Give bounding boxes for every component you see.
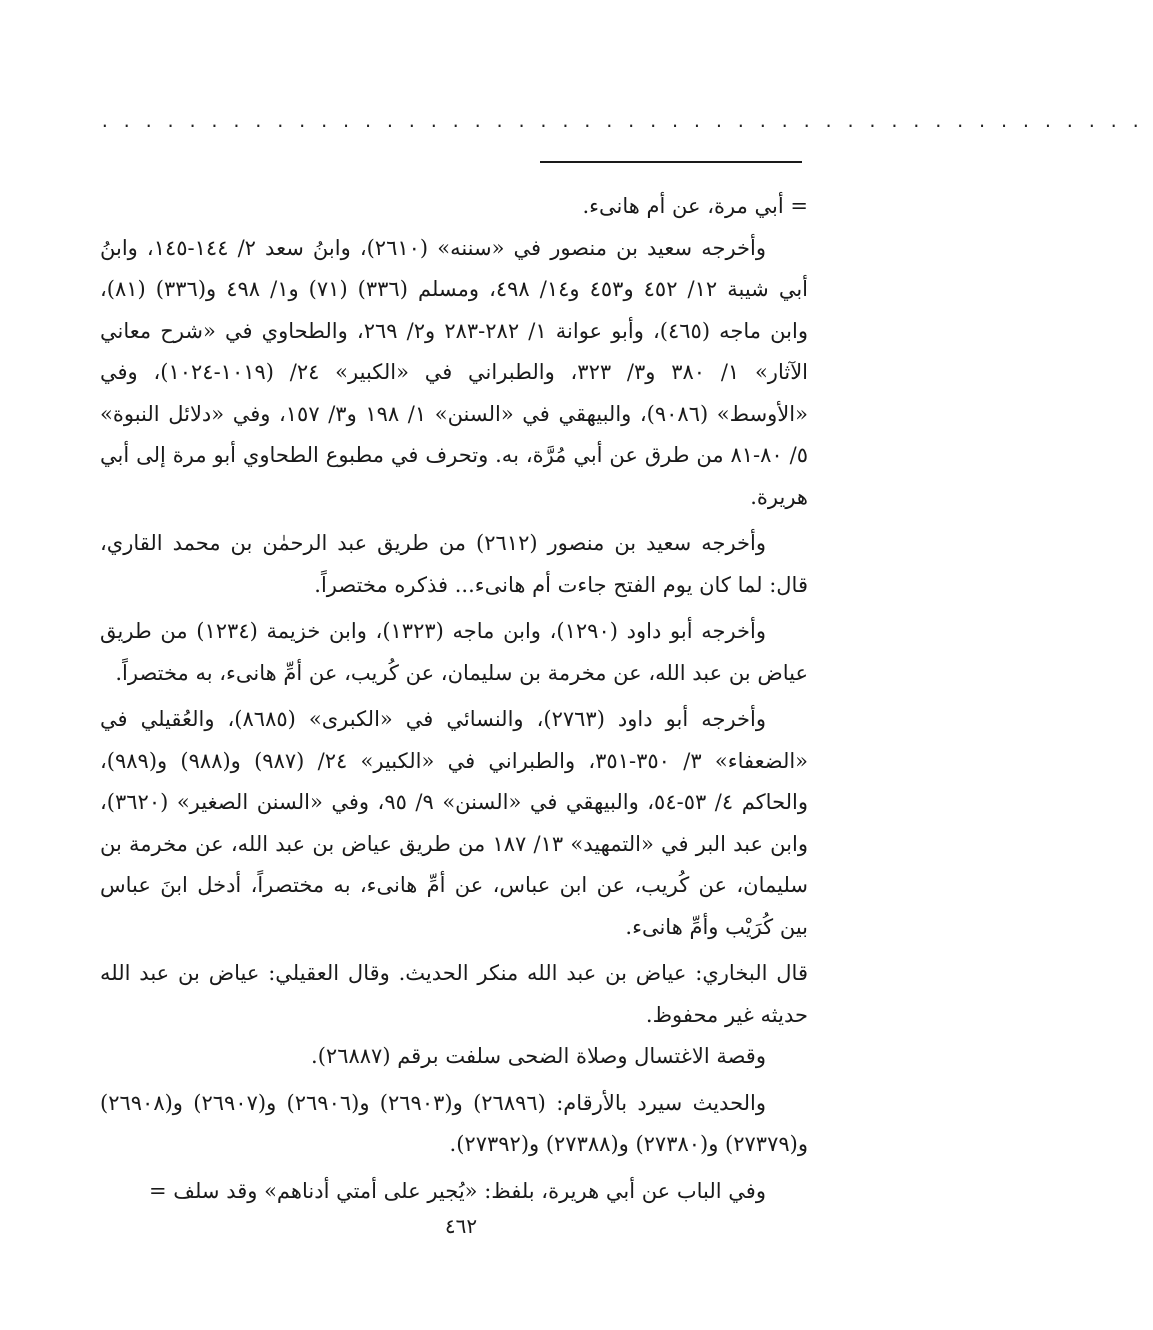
paragraph-ghusl-note: وقصة الاغتسال وصلاة الضحى سلفت برقم (٢٦٨٨٧). — [311, 1044, 766, 1068]
paragraph-takhrij-main: وأخرجه سعيد بن منصور في «سننه» (٢٦١٠)، وابنُ سعد ٢/ ١٤٤-١٤٥، وابنُ أبي شيبة ١٢/ ٤٥٢ و٤٥٣ و١٤/ ٤٩٨، ومسلم (٣٣٦) (٧١) و١/ ٤٩٨ و(٣٣٦) (٨١)، وابن ماجه (٤٦٥)، وأبو عوانة ١/ ٢٨٢-٢٨٣ و٢/ ٢٦٩، والطحاوي في «شرح معاني الآثار» ١/ ٣٨٠ و٣/ ٣٢٣، والطبراني في «الكبير» ٢٤/ (١٠١٩-١٠٢٤)، وفي «الأوسط» (٩٠٨٦)، والبيهقي في «السنن» ١/ ١٩٨ و٣/ ١٥٧، وفي «دلائل النبوة» ٥/ ٨٠-٨١ من طرق عن أبي مُرَّة، به. وتحرف في مطبوع الطحاوي أبو مرة إلى أبي هريرة. — [100, 235, 808, 509]
separator-dots: ................................................ — [100, 112, 1153, 131]
paragraph-takhrij-qari: وأخرجه سعيد بن منصور (٢٦١٢) من طريق عبد الرحمٰن بن محمد القاري، قال: لما كان يوم الفتح جاءت أم هانىء... فذكره مختصراً. — [100, 531, 808, 597]
footnote-rule — [540, 161, 802, 163]
paragraph-takhrij-abu-dawud-2: وأخرجه أبو داود (٢٧٦٣)، والنسائي في «الكبرى» (٨٦٨٥)، والعُقيلي في «الضعفاء» ٣/ ٣٥٠-٣٥١، والطبراني في «الكبير» ٢٤/ (٩٨٧) و(٩٨٨) و(٩٨٩)، والحاكم ٤/ ٥٣-٥٤، والبيهقي في «السنن» ٩/ ٩٥، وفي «السنن الصغير» (٣٦٢٠)، وابن عبد البر في «التمهيد» ١٣/ ١٨٧ من طريق عياض بن عبد الله، عن مخرمة بن سليمان، عن كُريب، عن ابن عباس، عن أمِّ هانىء، به مختصراً، أدخل ابنَ عباس بين كُرَيْب وأمِّ هانىء. — [100, 707, 809, 939]
paragraph-takhrij-abu-dawud-1: وأخرجه أبو داود (١٢٩٠)، وابن ماجه (١٣٢٣)، وابن خزيمة (١٢٣٤) من طريق عياض بن عبد الله، عن مخرمة بن سليمان، عن كُريب، عن أمِّ هانىء، به مختصراً. — [100, 619, 808, 685]
paragraph-continuation: = أبي مرة، عن أم هانىء. — [582, 194, 808, 218]
page-number: ٤٦٢ — [444, 1214, 478, 1238]
paragraph-cross-references: والحديث سيرد بالأرقام: (٢٦٨٩٦) و(٢٦٩٠٣) و(٢٦٩٠٦) و(٢٦٩٠٧) و(٢٦٩٠٨) و(٢٧٣٧٩) و(٢٧٣٨٠) و(٢٧٣٨٨) و(٢٧٣٩٢). — [100, 1090, 808, 1156]
paragraph-bukhari-comment: قال البخاري: عياض بن عبد الله منكر الحديث. وقال العقيلي: عياض بن عبد الله حديثه غير محفوظ. — [100, 961, 808, 1027]
paragraph-bab-note: وفي الباب عن أبي هريرة، بلفظ: «يُجير على أمتي أدناهم» وقد سلف = — [148, 1178, 766, 1203]
footnote-body — [100, 186, 808, 1212]
